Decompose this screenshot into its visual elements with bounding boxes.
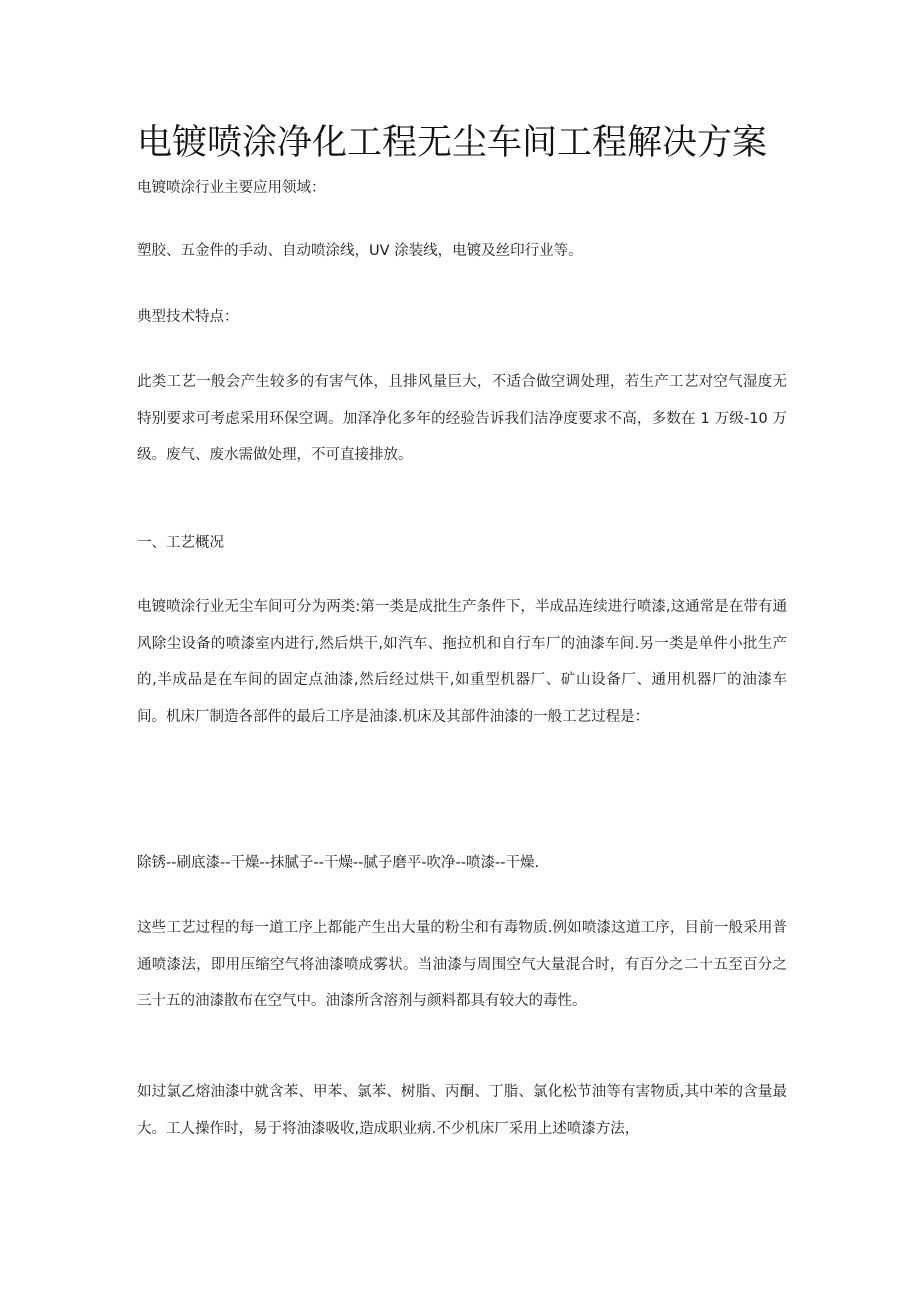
paragraph-harmful-substances: 如过氯乙熔油漆中就含苯、甲苯、氯苯、树脂、丙酮、丁脂、氯化松节油等有害物质,其中苯的含量最大。工人操作时，易于将油漆吸收,造成职业病.不少机床厂采用上述喷漆方法， bbox=[137, 1084, 787, 1137]
document-title: 电镀喷涂净化工程无尘车间工程解决方案 bbox=[137, 123, 768, 163]
paragraph-application-list: 塑胶、五金件的手动、自动喷涂线，UV 涂装线，电镀及丝印行业等。 bbox=[137, 243, 583, 259]
paragraph-dust-toxics: 这些工艺过程的每一道工序上都能产生出大量的粉尘和有毒物质.例如喷漆这道工序，目前一般采用普通喷漆法，即用压缩空气将油漆喷成雾状。当油漆与周围空气大量混合时，有百分之二十五至百分之三十五的油漆散布在空气中。油漆所含溶剂与颜料都具有较大的毒性。 bbox=[137, 920, 787, 1009]
paragraph-process-steps: 除锈--刷底漆--干燥--抹腻子--干燥--腻子磨平-吹净--喷漆--干燥. bbox=[137, 855, 540, 871]
paragraph-process-overview: 电镀喷涂行业无尘车间可分为两类:第一类是成批生产条件下，半成品连续进行喷漆,这通常是在带有通风除尘设备的喷漆室内进行,然后烘干,如汽车、拖拉机和自行车厂的油漆车间.另一类是单件小批生产的,半成品是在车间的固定点油漆,然后经过烘干,如重型机器厂、矿山设备厂、通用机器厂的油漆车间。机床厂制造各部件的最后工序是油漆.机床及其部件油漆的一般工艺过程是： bbox=[137, 599, 787, 725]
paragraph-features-body: 此类工艺一般会产生较多的有害气体，且排风量巨大，不适合做空调处理，若生产工艺对空气湿度无特别要求可考虑采用环保空调。加泽净化多年的经验告诉我们洁净度要求不高，多数在 1 万级-10 万级。废气、废水需做处理，不可直接排放。 bbox=[137, 374, 787, 463]
paragraph-features-heading: 典型技术特点： bbox=[137, 309, 239, 325]
section-heading-process-overview: 一、工艺概况 bbox=[137, 535, 224, 551]
paragraph-application-heading: 电镀喷涂行业主要应用领域： bbox=[137, 180, 326, 196]
